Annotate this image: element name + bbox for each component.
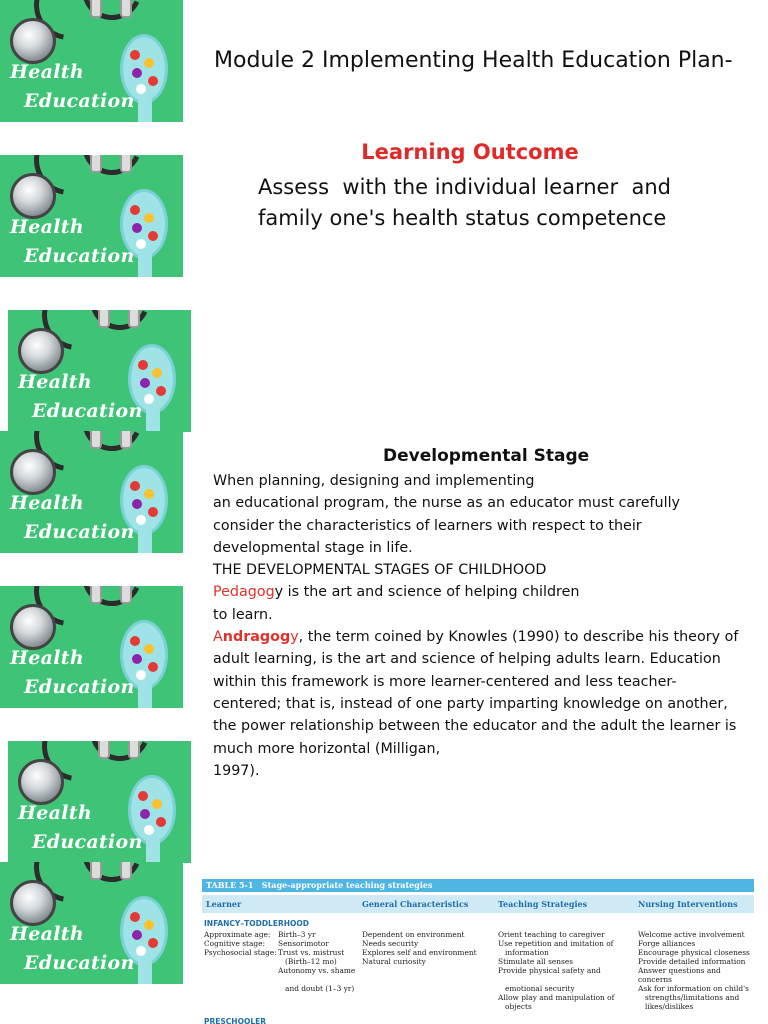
body-line: When planning, designing and implementing [213,473,535,489]
thumb-label-line2: Education [32,400,143,422]
health-education-image-7 [0,862,183,984]
thumb-label-line2: Education [24,90,135,112]
table-title: TABLE 5-1 Stage-appropriate teaching strategies [202,879,754,892]
developmental-stage-heading: Developmental Stage [383,446,590,466]
header-teaching-strategies: Teaching Strategies [498,899,588,909]
body-line: the power relationship between the educator and the adult the learner is [213,718,737,735]
body-line: consider the characteristics of learners with respect to their [213,517,642,534]
body-line: developmental stage in life. [213,539,413,556]
table-row: Approximate age: Birth–3 yr Dependent on environment Orient teaching to caregiver Welcome active involvement [204,930,745,939]
thumb-label-line2: Education [24,952,135,974]
table-row: Cognitive stage: Sensorimotor Needs security Use repetition and imitation of Forge alliances [204,939,696,948]
andragogy-term-b: ndragog [222,629,291,646]
andragogy-term-c: y [290,629,299,646]
thumb-label-line2: Education [24,521,135,543]
table-row: Allow play and manipulation of strengths/limitations and [498,993,740,1002]
outcome-line-1: Assess with the individual learner and [258,175,671,199]
andragogy-term-a: A [213,629,223,646]
body-line: 1997). [213,762,260,779]
thumb-label-line1: Health [18,371,92,393]
thumb-label-line1: Health [10,923,84,945]
thumb-label-line1: Health [18,802,92,824]
outcome-line-2: family one's health status competence [258,206,667,230]
health-education-image-5 [0,586,183,708]
group-infancy-toddlerhood: INFANCY–TODDLERHOOD [204,919,309,928]
thumb-label-line2: Education [32,831,143,853]
pedagogy-term: Pedagog [213,584,275,601]
header-nursing-interventions: Nursing Interventions [638,899,738,909]
body-line: much more horizontal (Milligan, [213,740,441,757]
body-line: to learn. [213,606,273,623]
table-row: Psychosocial stage:Trust vs. mistrust Explores self and environment information Encourage physical closeness [204,948,750,957]
table-row: Autonomy vs. shame Provide physical safety and Answer questions and concerns [278,966,721,984]
thumb-label-line1: Health [10,216,84,238]
health-education-image-1 [0,0,183,122]
thumb-label-line1: Health [10,61,84,83]
table-row: objects likes/dislikes [498,1002,694,1011]
body-line: centered; that is, instead of one party imparting knowledge on another, [213,695,728,712]
health-education-image-3 [8,310,191,432]
health-education-image-4 [0,431,183,553]
health-education-image-2 [0,155,183,277]
thumb-label-line1: Health [10,647,84,669]
thumb-label-line2: Education [24,676,135,698]
table-row: (Birth–12 mo) Natural curiosity Stimulate all senses Provide detailed information [278,957,746,966]
pedagogy-line: Pedagogy is the art and science of helping children [213,584,580,601]
body-line: THE DEVELOPMENTAL STAGES OF CHILDHOOD [213,562,547,579]
learning-outcome-text [258,172,671,234]
andragogy-line: Andragogy, the term coined by Knowles (1990) to describe his theory of [213,629,739,646]
teaching-strategies-table [202,879,754,1024]
developmental-stage-body [213,470,763,782]
group-preschooler: PRESCHOOLER [204,1017,267,1024]
table-header [202,895,754,913]
header-learner: Learner [206,899,242,909]
body-line: an educational program, the nurse as an educator must carefully [213,495,681,512]
body-line: adult learning, is the art and science of helping adults learn. Education [213,651,721,668]
table-rows [202,930,754,1011]
module-title: Module 2 Implementing Health Education Plan- [214,48,733,73]
thumb-label-line2: Education [24,245,135,267]
thumb-label-line1: Health [10,492,84,514]
body-line: within this framework is more learner-centered and less teacher- [213,673,677,690]
table-row: and doubt (1–3 yr) emotional security Ask for information on child's [278,984,749,993]
health-education-image-6 [8,741,191,863]
header-general-characteristics: General Characteristics [362,899,469,909]
learning-outcome-heading: Learning Outcome [361,140,579,164]
